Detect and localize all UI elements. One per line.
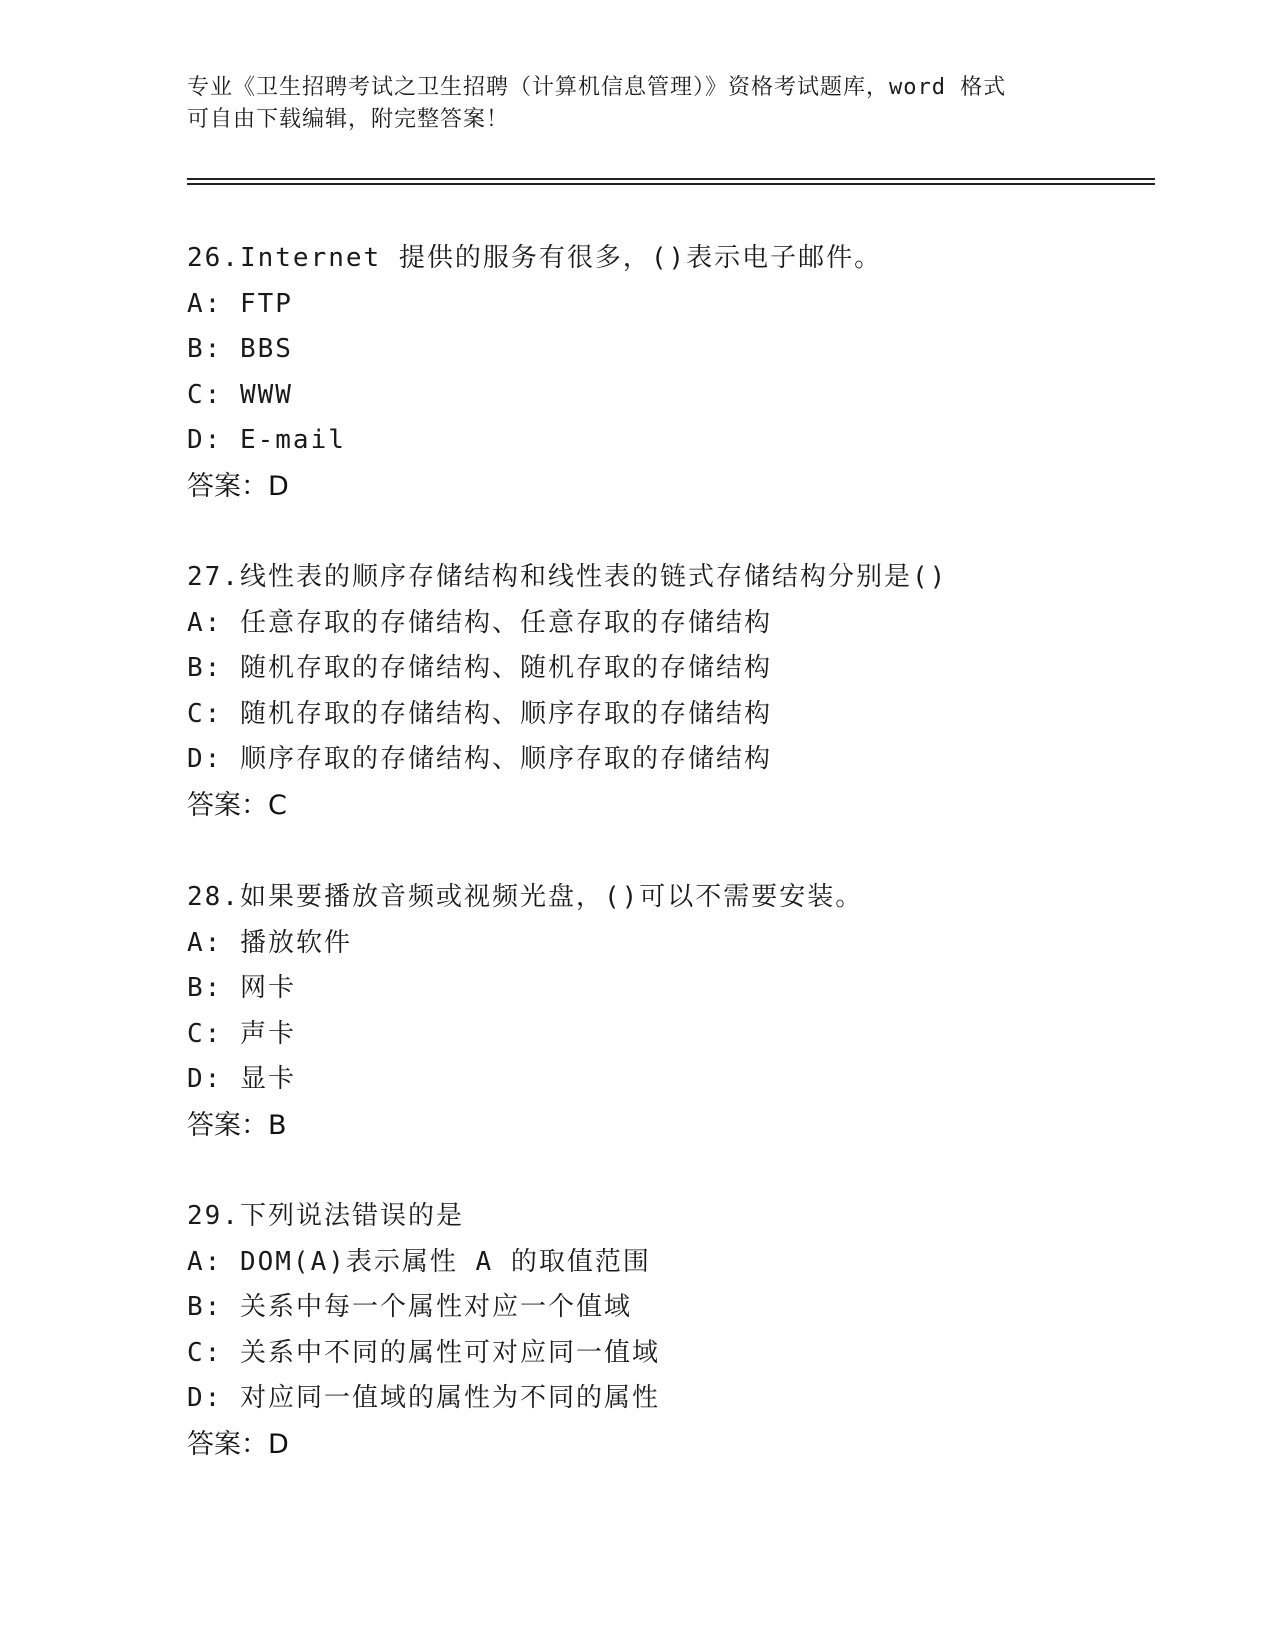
option-d: D: 显卡 [187,1064,296,1094]
question-29 [187,1194,1187,1467]
answer-line: 答案：C [187,789,287,821]
question-28 [187,875,1187,1148]
option-a: A: DOM(A)表示属性 A 的取值范围 [187,1246,651,1277]
header-line-2: 可自由下载编辑，附完整答案！ [187,107,510,132]
question-stem: 27.线性表的顺序存储结构和线性表的链式存储结构分别是() [187,562,948,592]
option-b: B: 网卡 [187,973,296,1003]
answer-line: 答案：B [187,1109,287,1141]
option-a: A: FTP [187,288,293,319]
option-d: D: E-mail [187,425,346,455]
answer-line: 答案：D [187,470,289,502]
option-a: A: 任意存取的存储结构、任意存取的存储结构 [187,607,772,638]
question-stem: 29.下列说法错误的是 [187,1201,464,1231]
option-c: C: WWW [187,379,293,410]
header-divider-top [187,178,1155,180]
option-c: C: 随机存取的存储结构、顺序存取的存储结构 [187,698,772,729]
header-line-1: 专业《卫生招聘考试之卫生招聘（计算机信息管理）》资格考试题库，word 格式 [187,75,1007,100]
answer-line: 答案：D [187,1428,289,1460]
document-header [187,72,1087,136]
option-a: A: 播放软件 [187,927,352,958]
option-b: B: 随机存取的存储结构、随机存取的存储结构 [187,653,772,683]
question-26 [187,236,1187,509]
option-d: D: 顺序存取的存储结构、顺序存取的存储结构 [187,744,772,774]
header-divider-bottom [187,183,1155,185]
option-b: B: 关系中每一个属性对应一个值域 [187,1292,632,1322]
question-stem: 26.Internet 提供的服务有很多，()表示电子邮件。 [187,243,883,273]
option-b: B: BBS [187,334,293,364]
question-stem: 28.如果要播放音频或视频光盘，()可以不需要安装。 [187,882,864,912]
question-27 [187,555,1187,828]
option-c: C: 声卡 [187,1018,296,1049]
option-d: D: 对应同一值域的属性为不同的属性 [187,1383,660,1413]
option-c: C: 关系中不同的属性可对应同一值域 [187,1337,660,1368]
